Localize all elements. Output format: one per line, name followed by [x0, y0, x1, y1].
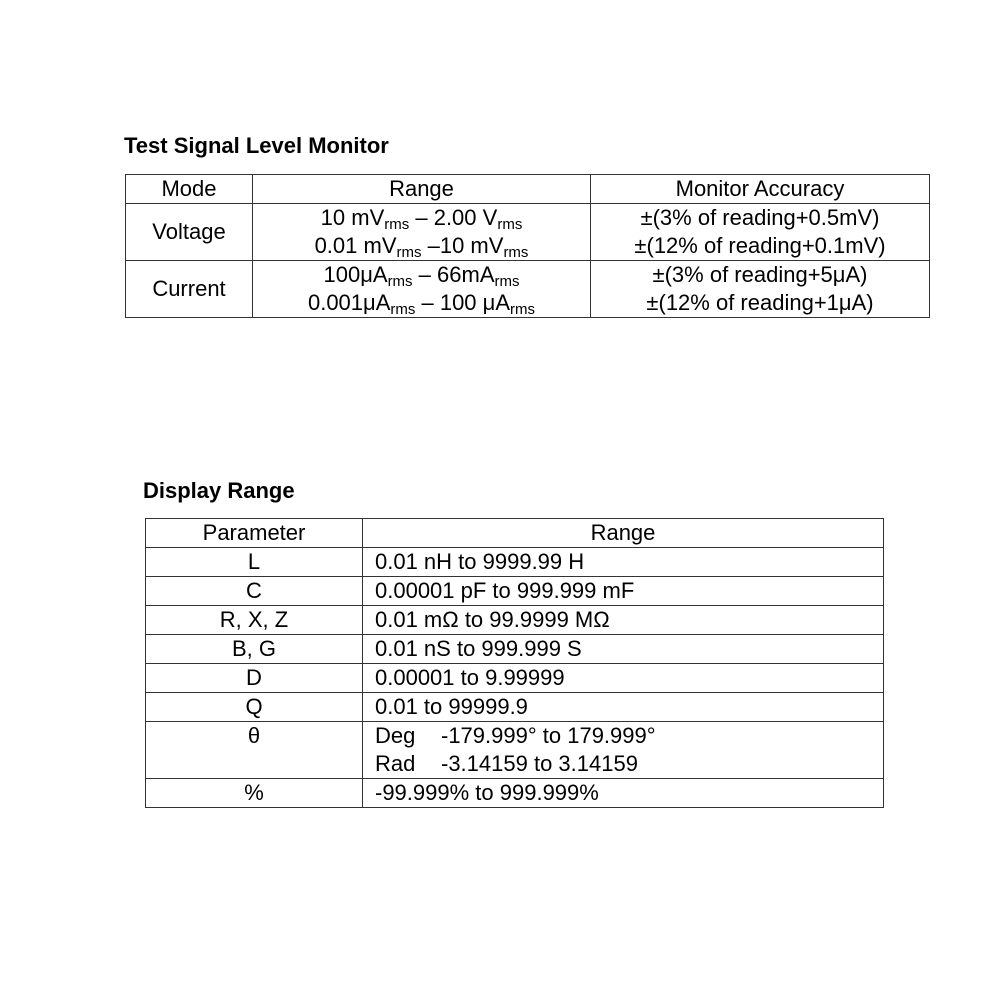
range-cell: 0.00001 pF to 999.999 mF: [363, 577, 884, 606]
range-cell: 0.01 to 99999.9: [363, 693, 884, 722]
range-cell: [253, 204, 591, 261]
mode-cell: Voltage: [126, 204, 253, 261]
header-monitor-accuracy: Monitor Accuracy: [591, 175, 930, 204]
test-signal-title: Test Signal Level Monitor: [124, 133, 389, 158]
table-row: [146, 664, 884, 693]
header-range: Range: [253, 175, 591, 204]
param-cell: L: [146, 548, 363, 577]
range-line: $100\mu A_{rms} - 66mA_{rms}$: [323, 262, 520, 290]
header-range: Range: [363, 519, 884, 548]
unit-label: Deg: [375, 723, 416, 748]
range-line: $0.001\mu A_{rms} - 100$ $\mu A_{rms}$: [307, 290, 536, 318]
table-row: [146, 606, 884, 635]
range-value: -3.14159 to 3.14159: [441, 751, 638, 776]
range-cell: [363, 722, 884, 779]
param-cell: θ: [146, 722, 363, 779]
table-row: [146, 548, 884, 577]
param-cell: Q: [146, 693, 363, 722]
range-cell: -99.999% to 999.999%: [363, 779, 884, 808]
param-cell: B, G: [146, 635, 363, 664]
table-row: [146, 635, 884, 664]
header-parameter: Parameter: [146, 519, 363, 548]
accuracy-cell: [591, 204, 930, 261]
table-row: [146, 693, 884, 722]
table-row: [146, 577, 884, 606]
accuracy-cell: [591, 261, 930, 318]
accuracy-line: ±(12% of reading+0.1mV): [634, 233, 886, 258]
range-line: [375, 722, 883, 750]
accuracy-line: ±(3% of reading+5μA): [652, 262, 868, 287]
display-range-title: Display Range: [143, 478, 295, 503]
range-cell: 0.01 mΩ to 99.9999 MΩ: [363, 606, 884, 635]
range-value: -179.999° to 179.999°: [441, 723, 656, 748]
param-cell: %: [146, 779, 363, 808]
range-line: 10 $mV_{rms} - 2.00$ $V_{rms}$: [320, 205, 523, 233]
mode-cell: Current: [126, 261, 253, 318]
table-row-current: [126, 261, 930, 318]
test-signal-table: [125, 174, 930, 318]
range-line: 0.01 $mV_{rms}$ –10 $mV_{rms}$: [314, 233, 529, 261]
param-cell: C: [146, 577, 363, 606]
table-row-theta: [146, 722, 884, 779]
accuracy-line: ±(12% of reading+1μA): [646, 290, 874, 315]
range-cell: 0.01 nS to 999.999 S: [363, 635, 884, 664]
param-cell: R, X, Z: [146, 606, 363, 635]
param-cell: D: [146, 664, 363, 693]
unit-label: Rad: [375, 751, 416, 776]
display-range-table: [145, 518, 884, 808]
range-cell: 0.00001 to 9.99999: [363, 664, 884, 693]
table-row: [146, 779, 884, 808]
range-cell: [253, 261, 591, 318]
range-cell: 0.01 nH to 9999.99 H: [363, 548, 884, 577]
header-mode: Mode: [126, 175, 253, 204]
table-header-row: [146, 519, 884, 548]
table-header-row: [126, 175, 930, 204]
range-line: [375, 750, 883, 778]
table-row-voltage: [126, 204, 930, 261]
accuracy-line: ±(3% of reading+0.5mV): [640, 205, 880, 230]
